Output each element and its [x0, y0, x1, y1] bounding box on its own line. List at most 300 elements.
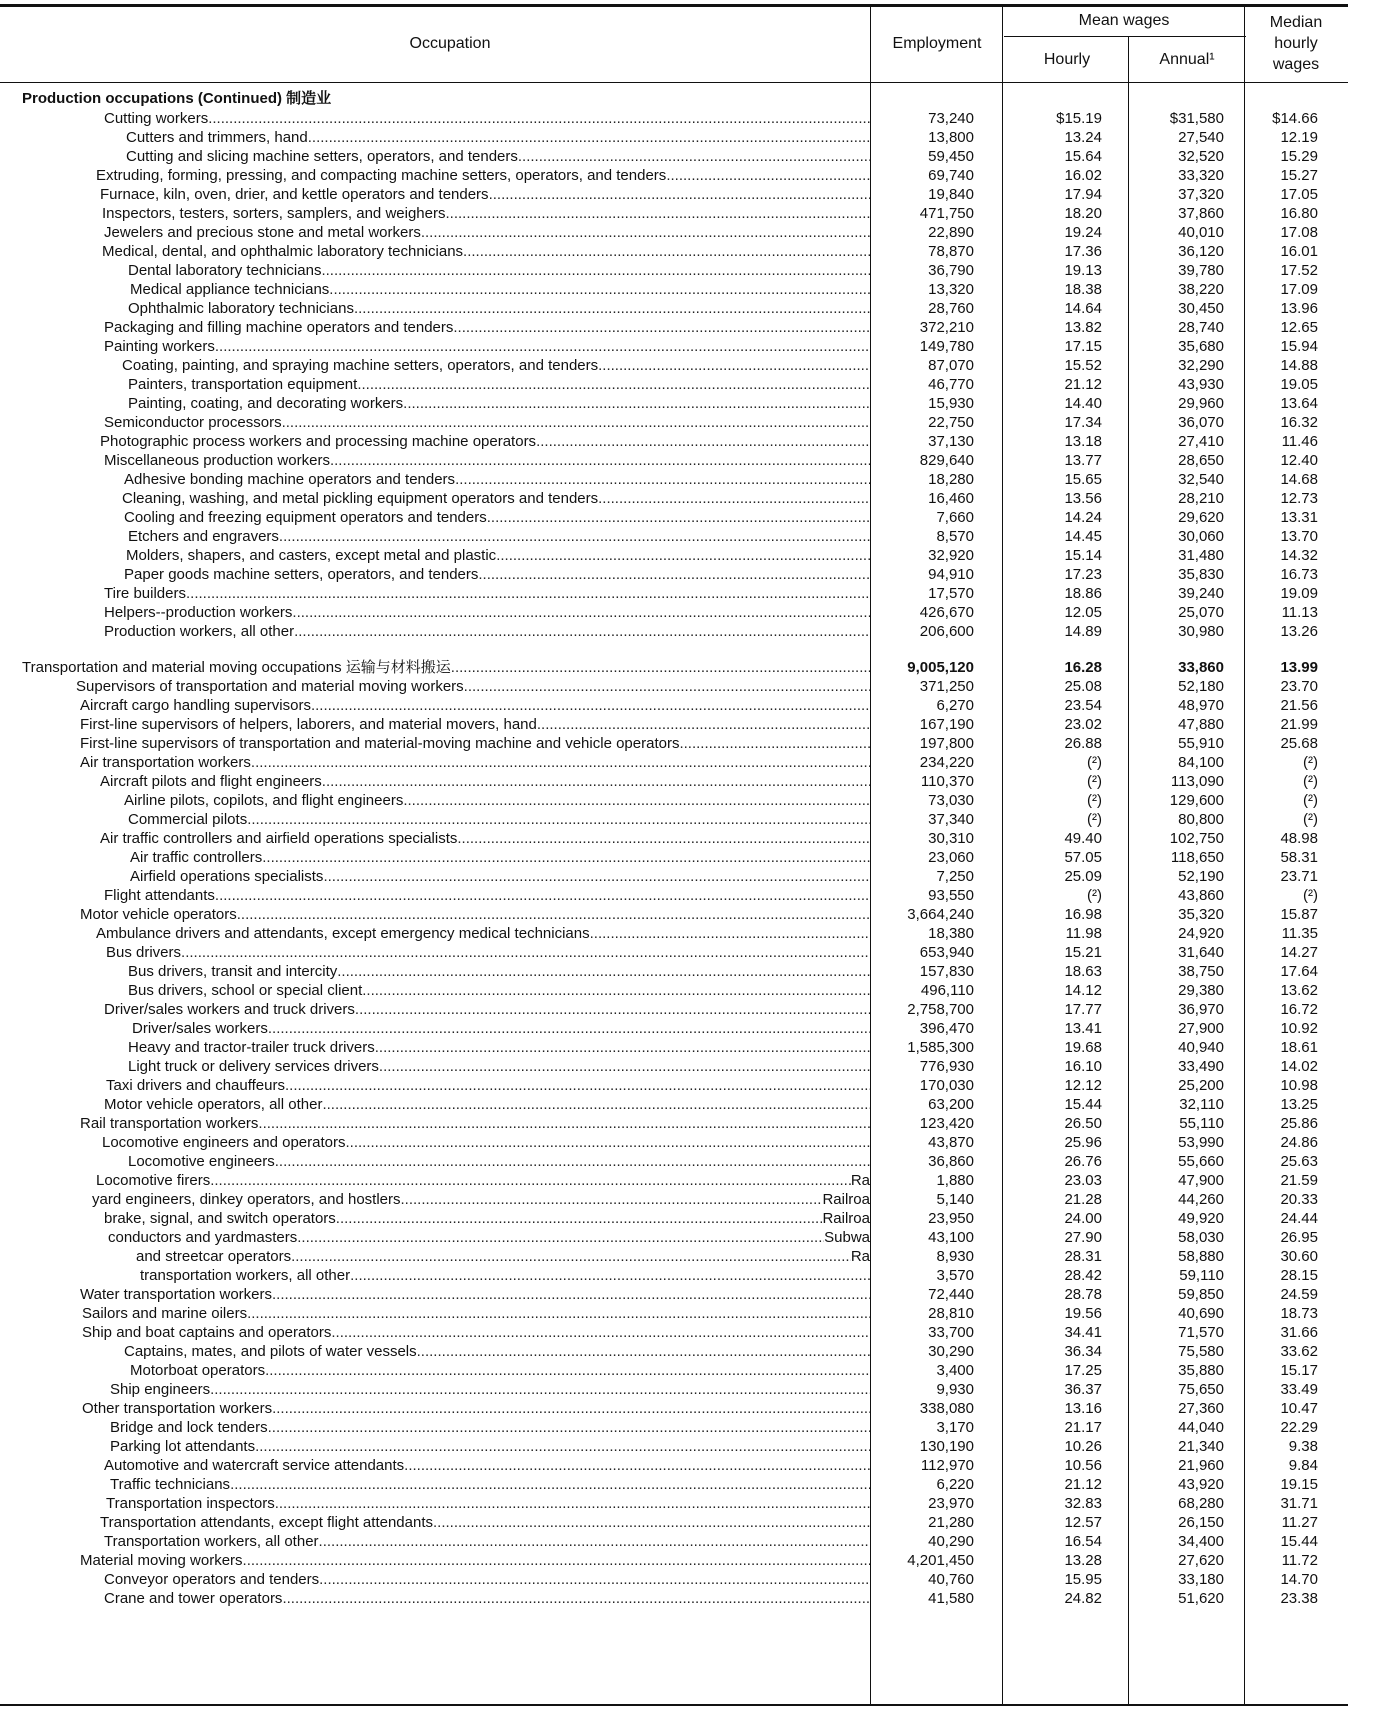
occupation-label: Ship and boat captains and operators [82, 1324, 332, 1341]
median-hourly-value: 14.70 [1280, 1571, 1318, 1588]
dot-leader [355, 1000, 870, 1019]
dot-leader [272, 1399, 870, 1418]
dot-leader [319, 1570, 870, 1589]
occupation-label: Driver/sales workers and truck drivers [104, 1001, 355, 1018]
employment-value: 3,400 [936, 1362, 974, 1379]
dot-leader [215, 337, 870, 356]
occupation-cell [104, 603, 870, 622]
annual-mean-value: 118,650 [1170, 849, 1224, 866]
hourly-mean-value: 15.44 [1064, 1096, 1102, 1113]
annual-mean-value: 49,920 [1178, 1210, 1224, 1227]
dot-leader [417, 1342, 870, 1361]
hourly-mean-value: 18.63 [1064, 963, 1102, 980]
dot-leader [291, 1247, 870, 1266]
employment-value: 3,570 [936, 1267, 974, 1284]
occupation-cell [128, 527, 870, 546]
dot-leader [375, 1038, 870, 1057]
occupation-cell [100, 185, 870, 204]
annual-mean-value: 30,450 [1178, 300, 1224, 317]
table-row [0, 1038, 1348, 1057]
median-hourly-value: 48.98 [1280, 830, 1318, 847]
hourly-mean-value: (²) [1087, 811, 1102, 828]
annual-mean-value: 28,210 [1178, 490, 1224, 507]
annual-mean-value: 28,650 [1178, 452, 1224, 469]
dot-leader [337, 962, 870, 981]
hourly-mean-value: 26.76 [1064, 1153, 1102, 1170]
dot-leader [455, 470, 870, 489]
employment-value: 73,240 [928, 110, 974, 127]
hourly-mean-value: 25.96 [1064, 1134, 1102, 1151]
table-row [0, 603, 1348, 622]
table-row [0, 753, 1348, 772]
occupation-cell [124, 1342, 870, 1361]
hourly-mean-value: 12.57 [1064, 1514, 1102, 1531]
occupation-label: and streetcar operators [136, 1248, 292, 1265]
occupation-label: Painting, coating, and decorating workers [128, 395, 404, 412]
annual-mean-value: 47,900 [1178, 1172, 1224, 1189]
annual-mean-value: 55,110 [1179, 1115, 1224, 1132]
occupation-cell [104, 1570, 870, 1589]
occupation-label: Traffic technicians [110, 1476, 231, 1493]
occupation-label: Semiconductor processors [104, 414, 282, 431]
hourly-mean-value: 18.38 [1064, 281, 1102, 298]
median-hourly-value: 20.33 [1280, 1191, 1318, 1208]
section-header [0, 89, 1348, 108]
table-row [0, 943, 1348, 962]
median-hourly-value: 14.68 [1280, 471, 1318, 488]
occupation-label: Etchers and engravers [128, 528, 279, 545]
occupation-label: transportation workers, all other [140, 1267, 351, 1284]
table-row [0, 1209, 1348, 1228]
dot-leader [319, 1532, 870, 1551]
median-hourly-value: 19.09 [1280, 585, 1318, 602]
table-row [0, 204, 1348, 223]
hourly-mean-value: 16.10 [1064, 1058, 1102, 1075]
median-hourly-value: 28.15 [1280, 1267, 1318, 1284]
employment-value: 371,250 [919, 678, 974, 695]
median-hourly-value: 11.27 [1281, 1514, 1318, 1531]
occupation-cell [106, 1076, 870, 1095]
annual-mean-value: 58,030 [1178, 1229, 1224, 1246]
employment-value: 6,270 [936, 697, 974, 714]
table-row [0, 413, 1348, 432]
table-row [0, 1266, 1348, 1285]
hourly-mean-value: (²) [1087, 792, 1102, 809]
employment-value: 9,930 [936, 1381, 974, 1398]
occupation-cell [104, 413, 870, 432]
hourly-mean-value: 12.12 [1064, 1077, 1102, 1094]
median-hourly-value: 14.32 [1280, 547, 1318, 564]
median-hourly-value: 10.98 [1280, 1077, 1318, 1094]
occupation-cell [104, 109, 870, 128]
occupation-cell [108, 1228, 870, 1247]
dot-leader [311, 696, 870, 715]
median-hourly-value: 13.70 [1280, 528, 1318, 545]
employment-value: 40,760 [928, 1571, 974, 1588]
hourly-mean-value: 34.41 [1064, 1324, 1102, 1341]
occupation-cell [80, 1114, 870, 1133]
annual-mean-value: 32,290 [1178, 357, 1224, 374]
annual-mean-value: 44,260 [1178, 1191, 1224, 1208]
median-hourly-value: 25.68 [1280, 735, 1318, 752]
hourly-mean-value: 19.13 [1064, 262, 1102, 279]
occupation-label: Helpers--production workers [104, 604, 293, 621]
dot-leader [330, 451, 870, 470]
employment-value: 78,870 [928, 243, 974, 260]
occupation-label: Extruding, forming, pressing, and compacting machine setters, operators, and tenders [96, 167, 667, 184]
dot-leader [331, 1323, 870, 1342]
employment-value: 33,700 [928, 1324, 974, 1341]
truncated-label-tail: Railroa [822, 1191, 870, 1208]
annual-mean-value: 47,880 [1178, 716, 1224, 733]
occupation-cell [132, 1019, 870, 1038]
annual-mean-value: 33,490 [1178, 1058, 1224, 1075]
median-hourly-value: (²) [1303, 887, 1318, 904]
dot-leader [265, 1361, 870, 1380]
annual-mean-value: 31,480 [1178, 547, 1224, 564]
hourly-mean-value: 17.34 [1064, 414, 1102, 431]
occupation-label: Water transportation workers [80, 1286, 273, 1303]
header-annual: Annual¹ [1159, 51, 1215, 68]
median-hourly-value: 10.92 [1280, 1020, 1318, 1037]
occupation-cell [96, 924, 870, 943]
occupation-cell [100, 829, 870, 848]
occupation-label: Locomotive engineers and operators [102, 1134, 346, 1151]
table-row [0, 223, 1348, 242]
hourly-mean-value: 14.40 [1064, 395, 1102, 412]
occupation-cell [80, 715, 870, 734]
occupation-label: Supervisors of transportation and material moving workers [76, 678, 464, 695]
annual-mean-value: 21,340 [1178, 1438, 1224, 1455]
occupation-label: Paper goods machine setters, operators, and tenders [124, 566, 479, 583]
occupation-cell [104, 1095, 870, 1114]
occupation-cell [104, 1456, 870, 1475]
section-total-row [0, 658, 1348, 677]
hourly-mean-value: 36.37 [1064, 1381, 1102, 1398]
table-row [0, 166, 1348, 185]
median-hourly-value: 13.96 [1280, 300, 1318, 317]
employment-value: 1,585,300 [907, 1039, 974, 1056]
employment-value: 23,060 [928, 849, 974, 866]
annual-mean-value: 37,860 [1178, 205, 1224, 222]
employment-value: 21,280 [928, 1514, 974, 1531]
occupation-label: Locomotive engineers [128, 1153, 275, 1170]
occupation-cell [130, 280, 870, 299]
median-hourly-value: 17.08 [1280, 224, 1318, 241]
annual-mean-value: 27,410 [1178, 433, 1224, 450]
table-row [0, 1494, 1348, 1513]
hourly-mean-value: 19.24 [1064, 224, 1102, 241]
employment-value: 110,370 [920, 773, 974, 790]
employment-value: 157,830 [919, 963, 974, 980]
employment-value: 4,201,450 [907, 1552, 974, 1569]
annual-mean-value: 55,660 [1178, 1153, 1224, 1170]
median-hourly-value: 19.05 [1280, 376, 1318, 393]
median-hourly-value: 58.31 [1280, 849, 1318, 866]
annual-mean-value: 33,320 [1178, 167, 1224, 184]
hourly-mean-value: 14.89 [1064, 623, 1102, 640]
hourly-mean-value: 14.45 [1064, 528, 1102, 545]
employment-value: 167,190 [919, 716, 974, 733]
dot-leader [181, 943, 870, 962]
table-row [0, 905, 1348, 924]
median-hourly-value: 33.49 [1280, 1381, 1318, 1398]
occupation-label: Commercial pilots [128, 811, 248, 828]
occupation-cell [122, 356, 870, 375]
occupation-cell [128, 1038, 870, 1057]
annual-mean-value: 29,960 [1178, 395, 1224, 412]
hourly-mean-value: 16.54 [1064, 1533, 1102, 1550]
occupation-label: Transportation workers, all other [104, 1533, 319, 1550]
employment-value: 94,910 [928, 566, 974, 583]
hourly-mean-value: 18.86 [1064, 585, 1102, 602]
dot-leader [323, 867, 870, 886]
occupation-label: Parking lot attendants [110, 1438, 256, 1455]
annual-mean-value: 102,750 [1169, 830, 1224, 847]
dot-leader [292, 603, 870, 622]
median-hourly-value: 13.64 [1280, 395, 1318, 412]
median-hourly-value: 24.44 [1280, 1210, 1318, 1227]
dot-leader [210, 1171, 870, 1190]
truncated-label-tail: Subwa [824, 1229, 870, 1246]
annual-mean-value: 59,850 [1178, 1286, 1224, 1303]
annual-mean-value: 43,930 [1178, 376, 1224, 393]
occupation-cell [110, 1437, 870, 1456]
dot-leader [496, 546, 870, 565]
table-row [0, 1304, 1348, 1323]
table-row [0, 772, 1348, 791]
hourly-mean-value: 17.23 [1064, 566, 1102, 583]
dot-leader [433, 1513, 870, 1532]
occupation-cell [128, 375, 870, 394]
dot-leader [421, 223, 870, 242]
truncated-label-tail: Railroa [822, 1210, 870, 1227]
hourly-mean-value: 17.36 [1064, 243, 1102, 260]
occupation-label: Aircraft pilots and flight engineers [100, 773, 322, 790]
median-hourly-value: 18.73 [1280, 1305, 1318, 1322]
occupation-label: Locomotive firers [96, 1172, 211, 1189]
occupation-cell [126, 147, 870, 166]
occupation-label: Production occupations (Continued) 制造业 [22, 90, 332, 107]
hourly-mean-value: 15.52 [1064, 357, 1102, 374]
employment-value: 1,880 [936, 1172, 974, 1189]
occupation-label: Transportation inspectors [106, 1495, 275, 1512]
hourly-mean-value: (²) [1087, 887, 1102, 904]
annual-mean-value: 129,600 [1169, 792, 1224, 809]
annual-mean-value: 35,880 [1178, 1362, 1224, 1379]
employment-value: 23,950 [928, 1210, 974, 1227]
table-row [0, 1323, 1348, 1342]
median-hourly-value: 15.44 [1280, 1533, 1318, 1550]
occupation-label: Tire builders [104, 585, 186, 602]
dot-leader [590, 924, 870, 943]
occupation-cell [104, 584, 870, 603]
occupation-cell [102, 204, 870, 223]
occupation-label: Air transportation workers [80, 754, 251, 771]
employment-value: 36,860 [928, 1153, 974, 1170]
employment-value: 13,800 [928, 129, 974, 146]
occupation-cell [104, 1589, 870, 1608]
dot-leader [403, 394, 870, 413]
dot-leader [294, 622, 870, 641]
hourly-mean-value: 17.77 [1064, 1001, 1102, 1018]
employment-value: 30,290 [928, 1343, 974, 1360]
table-row [0, 1000, 1348, 1019]
median-hourly-value: 11.46 [1281, 433, 1318, 450]
table-row [0, 470, 1348, 489]
occupation-cell [104, 337, 870, 356]
annual-mean-value: 40,690 [1178, 1305, 1224, 1322]
annual-mean-value: 35,680 [1178, 338, 1224, 355]
hourly-mean-value: 17.25 [1064, 1362, 1102, 1379]
occupation-cell [92, 1190, 870, 1209]
dot-leader [272, 1285, 870, 1304]
occupation-label: Miscellaneous production workers [104, 452, 330, 469]
table-row [0, 981, 1348, 1000]
table-row [0, 1247, 1348, 1266]
hourly-mean-value: (²) [1087, 773, 1102, 790]
dot-leader [362, 981, 870, 1000]
median-hourly-value: (²) [1303, 773, 1318, 790]
dot-leader [297, 1228, 870, 1247]
employment-value: 15,930 [928, 395, 974, 412]
table-row [0, 546, 1348, 565]
median-hourly-value: 16.80 [1280, 205, 1318, 222]
median-hourly-value: 14.27 [1280, 944, 1318, 961]
annual-mean-value: 35,830 [1178, 566, 1224, 583]
annual-mean-value: 40,940 [1178, 1039, 1224, 1056]
median-hourly-value: 13.99 [1280, 659, 1318, 676]
median-hourly-value: 15.94 [1280, 338, 1318, 355]
occupation-label: Furnace, kiln, oven, drier, and kettle operators and tenders [100, 186, 489, 203]
occupation-cell [130, 867, 870, 886]
occupation-cell [124, 508, 870, 527]
table-row [0, 1114, 1348, 1133]
occupation-label: Packaging and filling machine operators and tenders [104, 319, 454, 336]
table-row [0, 1551, 1348, 1570]
annual-mean-value: 37,320 [1178, 186, 1224, 203]
occupation-cell [104, 886, 870, 905]
hourly-mean-value: 13.18 [1064, 433, 1102, 450]
annual-mean-value: 58,880 [1178, 1248, 1224, 1265]
hourly-mean-value: 13.41 [1064, 1020, 1102, 1037]
hourly-mean-value: 15.65 [1064, 471, 1102, 488]
table-row [0, 1342, 1348, 1361]
table-row [0, 185, 1348, 204]
occupation-label: Dental laboratory technicians [128, 262, 322, 279]
occupation-cell [128, 962, 870, 981]
hourly-mean-value: 14.24 [1064, 509, 1102, 526]
hourly-mean-value: 24.82 [1064, 1590, 1102, 1607]
hourly-mean-value: 17.94 [1064, 186, 1102, 203]
employment-value: 23,970 [928, 1495, 974, 1512]
median-hourly-value: (²) [1303, 754, 1318, 771]
occupation-cell [22, 89, 331, 108]
table-row [0, 1285, 1348, 1304]
table-row [0, 147, 1348, 166]
header-occupation: Occupation [409, 35, 491, 52]
occupation-cell [128, 1057, 870, 1076]
employment-value: 7,250 [936, 868, 974, 885]
annual-mean-value: 52,180 [1178, 678, 1224, 695]
occupation-label: Bus drivers [106, 944, 182, 961]
dot-leader [537, 715, 870, 734]
employment-value: 16,460 [928, 490, 974, 507]
table-row [0, 1437, 1348, 1456]
dot-leader [262, 848, 870, 867]
table-row [0, 1570, 1348, 1589]
median-hourly-value: 13.25 [1280, 1096, 1318, 1113]
dot-leader [237, 905, 870, 924]
dot-leader [282, 1589, 870, 1608]
occupation-cell [104, 318, 870, 337]
annual-mean-value: 29,380 [1178, 982, 1224, 999]
employment-value: 149,780 [919, 338, 974, 355]
dot-leader [379, 1057, 870, 1076]
dot-leader [336, 1209, 870, 1228]
median-hourly-value: 19.15 [1280, 1476, 1318, 1493]
median-hourly-value: 16.72 [1280, 1001, 1318, 1018]
median-hourly-value: 16.32 [1280, 414, 1318, 431]
annual-mean-value: 30,980 [1178, 623, 1224, 640]
table-row [0, 280, 1348, 299]
occupation-cell [104, 223, 870, 242]
dot-leader [403, 791, 870, 810]
annual-mean-value: 43,860 [1178, 887, 1224, 904]
table-row [0, 565, 1348, 584]
employment-value: 37,340 [928, 811, 974, 828]
occupation-cell [124, 791, 870, 810]
annual-mean-value: 28,740 [1178, 319, 1224, 336]
median-hourly-value: 9.38 [1288, 1438, 1318, 1455]
occupation-label: Transportation and material moving occupations 运输与材料搬运 [22, 659, 451, 676]
annual-mean-value: 35,320 [1178, 906, 1224, 923]
annual-mean-value: 84,100 [1178, 754, 1224, 771]
hourly-mean-value: 21.17 [1064, 1419, 1102, 1436]
dot-leader [404, 1456, 870, 1475]
occupation-label: Photographic process workers and processing machine operators [100, 433, 537, 450]
dot-leader [275, 1152, 870, 1171]
table-row [0, 734, 1348, 753]
annual-mean-value: 33,860 [1178, 659, 1224, 676]
table-row [0, 867, 1348, 886]
hourly-mean-value: 17.15 [1064, 338, 1102, 355]
occupation-label: Other transportation workers [82, 1400, 273, 1417]
table-row [0, 242, 1348, 261]
dot-leader [247, 1304, 870, 1323]
hourly-mean-value: 23.03 [1064, 1172, 1102, 1189]
employment-value: 3,664,240 [907, 906, 974, 923]
occupation-label: Production workers, all other [104, 623, 295, 640]
occupation-cell [124, 470, 870, 489]
table-row [0, 1361, 1348, 1380]
hourly-mean-value: 13.24 [1064, 129, 1102, 146]
table-row [0, 886, 1348, 905]
median-hourly-value: 14.88 [1280, 357, 1318, 374]
median-hourly-value: 10.47 [1280, 1400, 1318, 1417]
annual-mean-value: 75,650 [1178, 1381, 1224, 1398]
table-row [0, 356, 1348, 375]
employment-value: 22,750 [928, 414, 974, 431]
hourly-mean-value: 13.28 [1064, 1552, 1102, 1569]
dot-leader [282, 413, 870, 432]
occupation-label: Sailors and marine oilers [82, 1305, 248, 1322]
dot-leader [258, 1114, 870, 1133]
employment-value: 63,200 [928, 1096, 974, 1113]
median-hourly-value: 15.87 [1280, 906, 1318, 923]
hourly-mean-value: 26.50 [1064, 1115, 1102, 1132]
annual-mean-value: 80,800 [1178, 811, 1224, 828]
